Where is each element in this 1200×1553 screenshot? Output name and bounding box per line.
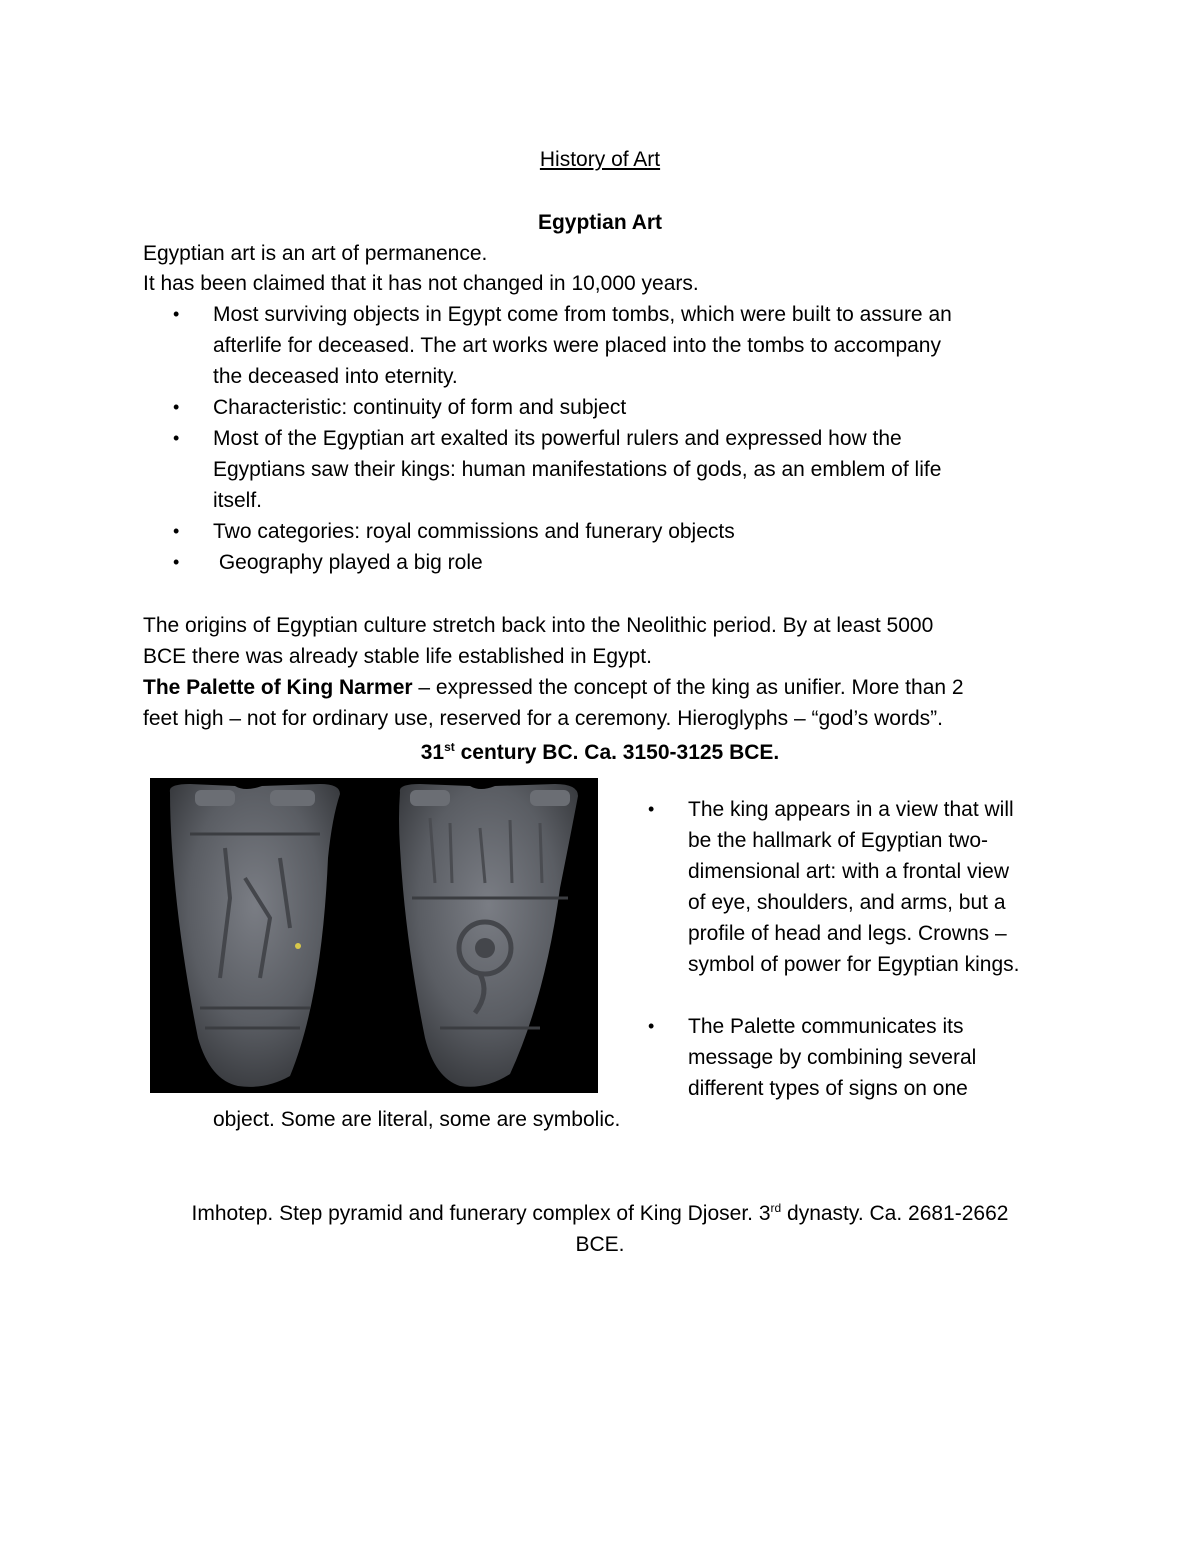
imhotep-caption <box>0 1198 1200 1229</box>
bullet-text: itself. <box>213 489 263 512</box>
imhotep-superscript: rd <box>770 1201 782 1215</box>
origins-line: The origins of Egyptian culture stretch back into the Neolithic period. By at least 5000 <box>143 614 934 637</box>
palette-line <box>143 672 964 703</box>
intro-line: Egyptian art is an art of permanence. <box>143 242 488 265</box>
side-bullet-text: profile of head and legs. Crowns – <box>688 922 1007 945</box>
intro-line: It has been claimed that it has not changed in 10,000 years. <box>143 272 699 295</box>
imhotep-caption-line2: BCE. <box>575 1233 625 1256</box>
bullet-text: the deceased into eternity. <box>213 365 458 388</box>
bullet-text: Most of the Egyptian art exalted its powerful rulers and expressed how the <box>213 427 902 450</box>
date-number: 31 <box>420 741 445 764</box>
bullet-marker: • <box>648 799 655 819</box>
imhotep-text: Imhotep. Step pyramid and funerary complex of King Djoser. 3 <box>191 1202 771 1225</box>
bullet-marker: • <box>648 1016 655 1036</box>
side-bullet-text: of eye, shoulders, and arms, but a <box>688 891 1006 914</box>
wrap-line: object. Some are literal, some are symbolic. <box>213 1108 621 1131</box>
date-superscript: st <box>444 740 455 754</box>
side-bullet-text: dimensional art: with a frontal view <box>688 860 1009 883</box>
side-bullet-text: symbol of power for Egyptian kings. <box>688 953 1020 976</box>
side-bullet-text: message by combining several <box>688 1046 977 1069</box>
bullet-text: afterlife for deceased. The art works were placed into the tombs to accompany <box>213 334 941 357</box>
page-title: History of Art <box>539 148 661 171</box>
palette-name: The Palette of King Narmer <box>143 676 413 699</box>
narmer-palette-photo <box>150 778 598 1093</box>
palette-line: feet high – not for ordinary use, reserved for a ceremony. Hieroglyphs – “god’s words”. <box>143 707 943 730</box>
side-bullet-text: be the hallmark of Egyptian two- <box>688 829 988 852</box>
bullet-text: Egyptians saw their kings: human manifestations of gods, as an emblem of life <box>213 458 942 481</box>
date-text: century BC. Ca. 3150-3125 BCE. <box>454 741 780 764</box>
palette-back <box>399 784 578 1087</box>
imhotep-text-end: dynasty. Ca. 2681-2662 <box>781 1202 1009 1225</box>
bullet-marker: • <box>173 304 180 324</box>
origins-line: BCE there was already stable life established in Egypt. <box>143 645 652 668</box>
bullet-text: Most surviving objects in Egypt come from tombs, which were built to assure an <box>213 303 952 326</box>
side-bullet-text: different types of signs on one <box>688 1077 968 1100</box>
side-bullet-text: The king appears in a view that will <box>688 798 1014 821</box>
palette-front <box>170 784 340 1087</box>
bullet-text: Geography played a big role <box>213 551 483 574</box>
bullet-marker: • <box>173 397 180 417</box>
palette-date <box>0 737 1200 768</box>
bullet-marker: • <box>173 521 180 541</box>
bullet-text: Characteristic: continuity of form and subject <box>213 396 627 419</box>
palette-description: – expressed the concept of the king as unifier. More than 2 <box>412 676 964 699</box>
bullet-marker: • <box>173 428 180 448</box>
section-heading: Egyptian Art <box>537 211 663 234</box>
palette-illustration <box>150 778 598 1093</box>
bullet-text: Two categories: royal commissions and funerary objects <box>213 520 735 543</box>
side-bullet-text: The Palette communicates its <box>688 1015 964 1038</box>
bullet-marker: • <box>173 552 180 572</box>
